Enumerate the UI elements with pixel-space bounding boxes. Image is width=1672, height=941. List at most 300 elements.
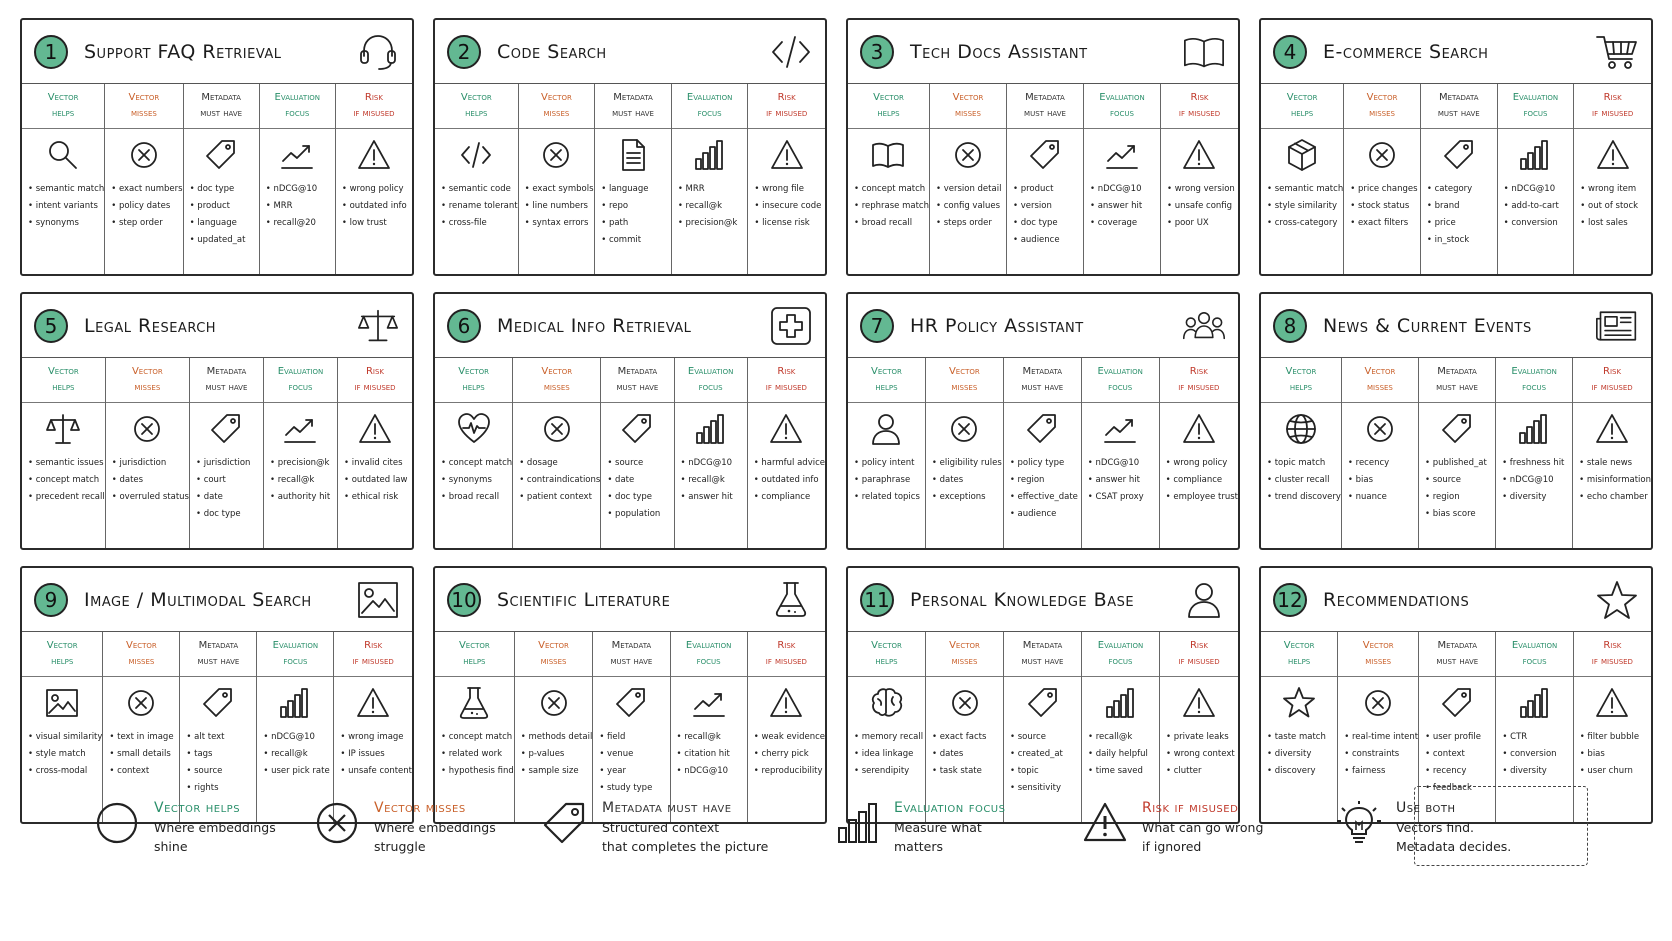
- use-case-card: [433, 566, 827, 824]
- card-columns: [848, 84, 1238, 274]
- bullet-list: [1160, 729, 1238, 780]
- bullet-list: [260, 181, 335, 232]
- warning-icon: [748, 403, 825, 455]
- globe-icon: [1261, 403, 1341, 455]
- bullet-list: [930, 181, 1006, 232]
- column-header: Vector misses: [1342, 358, 1418, 403]
- x-circle-icon: [513, 403, 600, 455]
- card-header: [22, 294, 412, 358]
- list-item: • exact numbers: [111, 181, 182, 198]
- bullet-list: [105, 181, 182, 232]
- column-helps: [1261, 84, 1344, 274]
- column-misses: [926, 358, 1004, 548]
- bullet-list: [1496, 729, 1572, 780]
- list-item: • constraints: [1344, 746, 1418, 763]
- medical-cross-icon: [769, 306, 813, 346]
- list-item: • overruled status: [112, 489, 189, 506]
- column-header: Vector helps: [22, 358, 105, 403]
- column-meta: [1004, 358, 1082, 548]
- tag-icon: [601, 403, 673, 455]
- cart-icon: [1595, 32, 1639, 72]
- card-title: Recommendations: [1323, 588, 1470, 611]
- card-header: [435, 568, 825, 632]
- warning-icon: [1160, 403, 1238, 455]
- list-item: • region: [1010, 472, 1081, 489]
- list-item: • poor UX: [1167, 215, 1238, 232]
- list-item: • unsafe content: [340, 763, 412, 780]
- card-number-badge: 6: [447, 309, 481, 343]
- column-header: Risk if misused: [338, 358, 412, 403]
- tag-icon: [542, 800, 588, 846]
- list-item: • topic: [1010, 763, 1081, 780]
- list-item: • conversion: [1504, 215, 1574, 232]
- bullet-list: [848, 181, 929, 232]
- column-header: Risk if misused: [336, 84, 412, 129]
- bullet-list: [103, 729, 179, 780]
- list-item: • stock status: [1350, 198, 1420, 215]
- warning-icon: [748, 677, 825, 729]
- list-item: • dates: [112, 472, 189, 489]
- list-item: • field: [599, 729, 669, 746]
- column-header: Risk if misused: [1160, 632, 1238, 677]
- list-item: • cross-modal: [28, 763, 102, 780]
- bullet-list: [748, 455, 825, 506]
- bar-chart-icon: [1082, 677, 1159, 729]
- list-item: • recall@k: [263, 746, 333, 763]
- list-item: • date: [607, 472, 673, 489]
- bullet-list: [257, 729, 333, 780]
- list-item: • CTR: [1502, 729, 1572, 746]
- bullet-list: [1082, 455, 1159, 506]
- column-risk: [336, 84, 412, 274]
- list-item: • study type: [599, 780, 669, 797]
- list-item: • coverage: [1090, 215, 1160, 232]
- list-item: • answer hit: [681, 489, 747, 506]
- list-item: • doc type: [607, 489, 673, 506]
- list-item: • sample size: [521, 763, 593, 780]
- trend-up-icon: [671, 677, 747, 729]
- people-icon: [1182, 306, 1226, 346]
- list-item: • nuance: [1348, 489, 1418, 506]
- bullet-list: [1261, 729, 1337, 780]
- list-item: • unsafe config: [1167, 198, 1238, 215]
- use-case-card: [20, 566, 414, 824]
- list-item: • bias score: [1425, 506, 1495, 523]
- list-item: • outdated law: [344, 472, 412, 489]
- legend-text-block: [894, 798, 1005, 856]
- column-header: Metadata must have: [1421, 84, 1497, 129]
- bullet-list: [671, 729, 747, 780]
- column-helps: [848, 84, 930, 274]
- column-header: Vector helps: [22, 632, 102, 677]
- code-icon: [435, 129, 518, 181]
- list-item: • bias: [1348, 472, 1418, 489]
- list-item: • dates: [932, 746, 1003, 763]
- column-eval: [260, 84, 336, 274]
- bar-chart-icon: [1498, 129, 1574, 181]
- list-item: • jurisdiction: [196, 455, 263, 472]
- list-item: • source: [1425, 472, 1495, 489]
- column-helps: [435, 84, 519, 274]
- card-title: Support FAQ Retrieval: [84, 40, 282, 63]
- list-item: • citation hit: [677, 746, 747, 763]
- list-item: • doc type: [1013, 215, 1083, 232]
- column-header: Risk if misused: [1574, 84, 1651, 129]
- tag-icon: [180, 677, 256, 729]
- warning-icon: [338, 403, 412, 455]
- list-item: • recall@k: [681, 472, 747, 489]
- list-item: • diversity: [1502, 763, 1572, 780]
- bullet-list: [1082, 729, 1159, 780]
- tag-icon: [1421, 129, 1497, 181]
- use-case-card: [1259, 18, 1653, 276]
- bullet-list: [180, 729, 256, 797]
- legend-text-block: [1142, 798, 1263, 856]
- list-item: • nDCG@10: [1088, 455, 1159, 472]
- bullet-list: [519, 181, 595, 232]
- card-columns: [1261, 84, 1651, 274]
- list-item: • cluster recall: [1267, 472, 1341, 489]
- list-item: • small details: [109, 746, 179, 763]
- column-misses: [1342, 358, 1419, 548]
- column-header: Vector helps: [1261, 84, 1343, 129]
- list-item: • user churn: [1580, 763, 1651, 780]
- list-item: • freshness hit: [1502, 455, 1572, 472]
- warning-icon: [1161, 129, 1238, 181]
- card-header: [848, 568, 1238, 632]
- column-eval: [672, 84, 749, 274]
- column-header: Risk if misused: [748, 632, 825, 677]
- card-columns: [435, 84, 825, 274]
- bullet-list: [1004, 455, 1081, 523]
- list-item: • compliance: [754, 489, 825, 506]
- box-icon: [1261, 129, 1343, 181]
- list-item: • in_stock: [1427, 232, 1497, 249]
- list-item: • conversion: [1502, 746, 1572, 763]
- column-header: Metadata must have: [1004, 358, 1081, 403]
- list-item: • path: [601, 215, 671, 232]
- column-misses: [105, 84, 183, 274]
- list-item: • semantic match: [1267, 181, 1343, 198]
- list-item: • dates: [932, 472, 1003, 489]
- list-item: • broad recall: [854, 215, 929, 232]
- use-case-card: [20, 292, 414, 550]
- column-header: Evaluation focus: [1082, 632, 1159, 677]
- column-risk: [1160, 358, 1238, 548]
- bullet-list: [22, 455, 105, 506]
- card-number-badge: 9: [34, 583, 68, 617]
- legend: [0, 790, 1672, 890]
- card-columns: [22, 358, 412, 548]
- list-item: • stale news: [1579, 455, 1651, 472]
- lightbulb-icon: [1336, 800, 1382, 846]
- list-item: • answer hit: [1090, 198, 1160, 215]
- list-item: • published_at: [1425, 455, 1495, 472]
- list-item: • misinformation: [1579, 472, 1651, 489]
- column-helps: [435, 358, 513, 548]
- column-header: Evaluation focus: [675, 358, 747, 403]
- card-title: Tech Docs Assistant: [910, 40, 1088, 63]
- x-circle-icon: [314, 800, 360, 846]
- x-circle-icon: [1338, 677, 1418, 729]
- legend-title: Vector misses: [374, 800, 466, 816]
- card-number-badge: 1: [34, 35, 68, 69]
- card-header: [435, 20, 825, 84]
- column-risk: [1573, 358, 1651, 548]
- list-item: • harmful advice: [754, 455, 825, 472]
- list-item: • related work: [441, 746, 514, 763]
- x-circle-icon: [515, 677, 593, 729]
- list-item: • commit: [601, 232, 671, 249]
- list-item: • nDCG@10: [266, 181, 335, 198]
- list-item: • category: [1427, 181, 1497, 198]
- list-item: • fairness: [1344, 763, 1418, 780]
- list-item: • language: [601, 181, 671, 198]
- bullet-list: [184, 181, 259, 249]
- use-case-card: [846, 292, 1240, 550]
- card-columns: [435, 358, 825, 548]
- column-header: Vector misses: [930, 84, 1006, 129]
- list-item: • related topics: [854, 489, 925, 506]
- card-columns: [22, 84, 412, 274]
- card-number-badge: 12: [1273, 583, 1307, 617]
- column-header: Evaluation focus: [260, 84, 335, 129]
- list-item: • MRR: [678, 181, 748, 198]
- document-icon: [595, 129, 671, 181]
- x-circle-icon: [519, 129, 595, 181]
- warning-icon: [334, 677, 412, 729]
- legend-text-block: [1396, 798, 1511, 856]
- list-item: • audience: [1010, 506, 1081, 523]
- card-title: Image / Multimodal Search: [84, 588, 312, 611]
- list-item: • license risk: [754, 215, 825, 232]
- bullet-list: [1261, 181, 1343, 232]
- flask-icon: [769, 580, 813, 620]
- bullet-list: [593, 729, 669, 797]
- column-header: Vector helps: [435, 84, 518, 129]
- list-item: • task state: [932, 763, 1003, 780]
- list-item: • semantic code: [441, 181, 518, 198]
- flask-icon: [435, 677, 514, 729]
- list-item: • semantic match: [28, 181, 104, 198]
- bullet-list: [1161, 181, 1238, 232]
- column-header: Metadata must have: [1004, 632, 1081, 677]
- column-header: Metadata must have: [1007, 84, 1083, 129]
- column-header: Evaluation focus: [1084, 84, 1160, 129]
- list-item: • daily helpful: [1088, 746, 1159, 763]
- column-header: Vector helps: [848, 84, 929, 129]
- card-number-badge: 5: [34, 309, 68, 343]
- bullet-list: [1338, 729, 1418, 780]
- column-header: Vector misses: [103, 632, 179, 677]
- bar-chart-icon: [1496, 403, 1572, 455]
- warning-icon: [1082, 800, 1128, 846]
- list-item: • rename tolerant: [441, 198, 518, 215]
- column-header: Metadata must have: [1419, 358, 1495, 403]
- list-item: • price: [1427, 215, 1497, 232]
- column-header: Vector misses: [1338, 632, 1418, 677]
- bullet-list: [106, 455, 189, 506]
- list-item: • clutter: [1166, 763, 1238, 780]
- card-number-badge: 4: [1273, 35, 1307, 69]
- x-circle-icon: [103, 677, 179, 729]
- list-item: • concept match: [28, 472, 105, 489]
- legend-description: What can go wrong if ignored: [1142, 820, 1264, 854]
- warning-icon: [1574, 677, 1651, 729]
- list-item: • out of stock: [1580, 198, 1651, 215]
- list-item: • court: [196, 472, 263, 489]
- card-header: [848, 294, 1238, 358]
- legend-description: Measure what matters: [894, 820, 982, 854]
- bullet-list: [1344, 181, 1420, 232]
- column-meta: [1007, 84, 1084, 274]
- star-icon: [1261, 677, 1337, 729]
- heartbeat-icon: [435, 403, 512, 455]
- column-helps: [1261, 358, 1342, 548]
- list-item: • rephrase match: [854, 198, 929, 215]
- legend-title: Risk if misused: [1142, 800, 1239, 816]
- x-circle-icon: [930, 129, 1006, 181]
- trend-up-icon: [260, 129, 335, 181]
- list-item: • recency: [1348, 455, 1418, 472]
- column-header: Evaluation focus: [1496, 358, 1572, 403]
- column-misses: [513, 358, 601, 548]
- column-meta: [1419, 358, 1496, 548]
- list-item: • cross-category: [1267, 215, 1343, 232]
- list-item: • bias: [1580, 746, 1651, 763]
- list-item: • synonyms: [441, 472, 512, 489]
- column-risk: [338, 358, 412, 548]
- column-risk: [1161, 84, 1238, 274]
- bullet-list: [1574, 729, 1651, 780]
- legend-title: Evaluation focus: [894, 800, 1006, 816]
- card-number-badge: 2: [447, 35, 481, 69]
- list-item: • recall@k: [270, 472, 337, 489]
- bullet-list: [334, 729, 412, 780]
- list-item: • effective_date: [1010, 489, 1081, 506]
- column-misses: [930, 84, 1007, 274]
- card-header: [1261, 568, 1651, 632]
- column-header: Vector misses: [515, 632, 593, 677]
- column-header: Metadata must have: [184, 84, 259, 129]
- list-item: • brand: [1427, 198, 1497, 215]
- legend-description: Structured context that completes the picture: [602, 820, 769, 854]
- x-circle-icon: [926, 677, 1003, 729]
- warning-icon: [748, 129, 825, 181]
- card-title: News & Current Events: [1323, 314, 1532, 337]
- list-item: • exact symbols: [525, 181, 595, 198]
- bullet-list: [601, 455, 673, 523]
- bullet-list: [595, 181, 671, 249]
- list-item: • date: [196, 489, 263, 506]
- list-item: • alt text: [186, 729, 256, 746]
- scales-icon: [22, 403, 105, 455]
- legend-item: [834, 798, 1005, 856]
- list-item: • sensitivity: [1010, 780, 1081, 797]
- bullet-list: [515, 729, 593, 780]
- column-helps: [22, 358, 106, 548]
- image-icon: [356, 580, 400, 620]
- legend-item: [1082, 798, 1263, 856]
- list-item: • idea linkage: [854, 746, 925, 763]
- list-item: • policy dates: [111, 198, 182, 215]
- list-item: • policy intent: [854, 455, 925, 472]
- column-header: Evaluation focus: [671, 632, 747, 677]
- list-item: • private leaks: [1166, 729, 1238, 746]
- list-item: • recall@k: [677, 729, 747, 746]
- list-item: • style match: [28, 746, 102, 763]
- list-item: • visual similarity: [28, 729, 102, 746]
- x-circle-icon: [1344, 129, 1420, 181]
- card-columns: [848, 358, 1238, 548]
- list-item: • rights: [186, 780, 256, 797]
- list-item: • style similarity: [1267, 198, 1343, 215]
- list-item: • serendipity: [854, 763, 925, 780]
- bullet-list: [1496, 455, 1572, 506]
- tag-icon: [1004, 403, 1081, 455]
- bullet-list: [1342, 455, 1418, 506]
- list-item: • memory recall: [854, 729, 925, 746]
- list-item: • diversity: [1502, 489, 1572, 506]
- column-header: Vector helps: [848, 632, 925, 677]
- column-header: Vector misses: [513, 358, 600, 403]
- column-header: Vector helps: [848, 358, 925, 403]
- list-item: • user pick rate: [263, 763, 333, 780]
- list-item: • precision@k: [270, 455, 337, 472]
- list-item: • synonyms: [28, 215, 104, 232]
- column-misses: [106, 358, 190, 548]
- list-item: • nDCG@10: [1090, 181, 1160, 198]
- list-item: • venue: [599, 746, 669, 763]
- list-item: • wrong policy: [342, 181, 412, 198]
- list-item: • recall@20: [266, 215, 335, 232]
- list-item: • semantic issues: [28, 455, 105, 472]
- list-item: • doc type: [196, 506, 263, 523]
- list-item: • feedback: [1425, 780, 1495, 797]
- list-item: • intent variants: [28, 198, 104, 215]
- bar-chart-icon: [257, 677, 333, 729]
- list-item: • source: [1010, 729, 1081, 746]
- book-icon: [1182, 32, 1226, 72]
- warning-icon: [1574, 129, 1651, 181]
- legend-text-block: [602, 798, 768, 856]
- column-meta: [601, 358, 674, 548]
- list-item: • patient context: [519, 489, 600, 506]
- column-header: Vector helps: [1261, 358, 1341, 403]
- list-item: • exceptions: [932, 489, 1003, 506]
- bullet-list: [435, 729, 514, 780]
- bullet-list: [1004, 729, 1081, 797]
- list-item: • user profile: [1425, 729, 1495, 746]
- legend-text-block: [374, 798, 496, 856]
- bullet-list: [1419, 455, 1495, 523]
- list-item: • created_at: [1010, 746, 1081, 763]
- list-item: • cherry pick: [754, 746, 825, 763]
- list-item: • eligibility rules: [932, 455, 1003, 472]
- trend-up-icon: [1082, 403, 1159, 455]
- list-item: • weak evidence: [754, 729, 825, 746]
- column-eval: [675, 358, 748, 548]
- card-header: [1261, 20, 1651, 84]
- list-item: • low trust: [342, 215, 412, 232]
- list-item: • methods detail: [521, 729, 593, 746]
- legend-item: [1336, 798, 1511, 856]
- list-item: • hypothesis find: [441, 763, 514, 780]
- list-item: • wrong file: [754, 181, 825, 198]
- trend-up-icon: [264, 403, 337, 455]
- bullet-list: [435, 455, 512, 506]
- list-item: • product: [1013, 181, 1083, 198]
